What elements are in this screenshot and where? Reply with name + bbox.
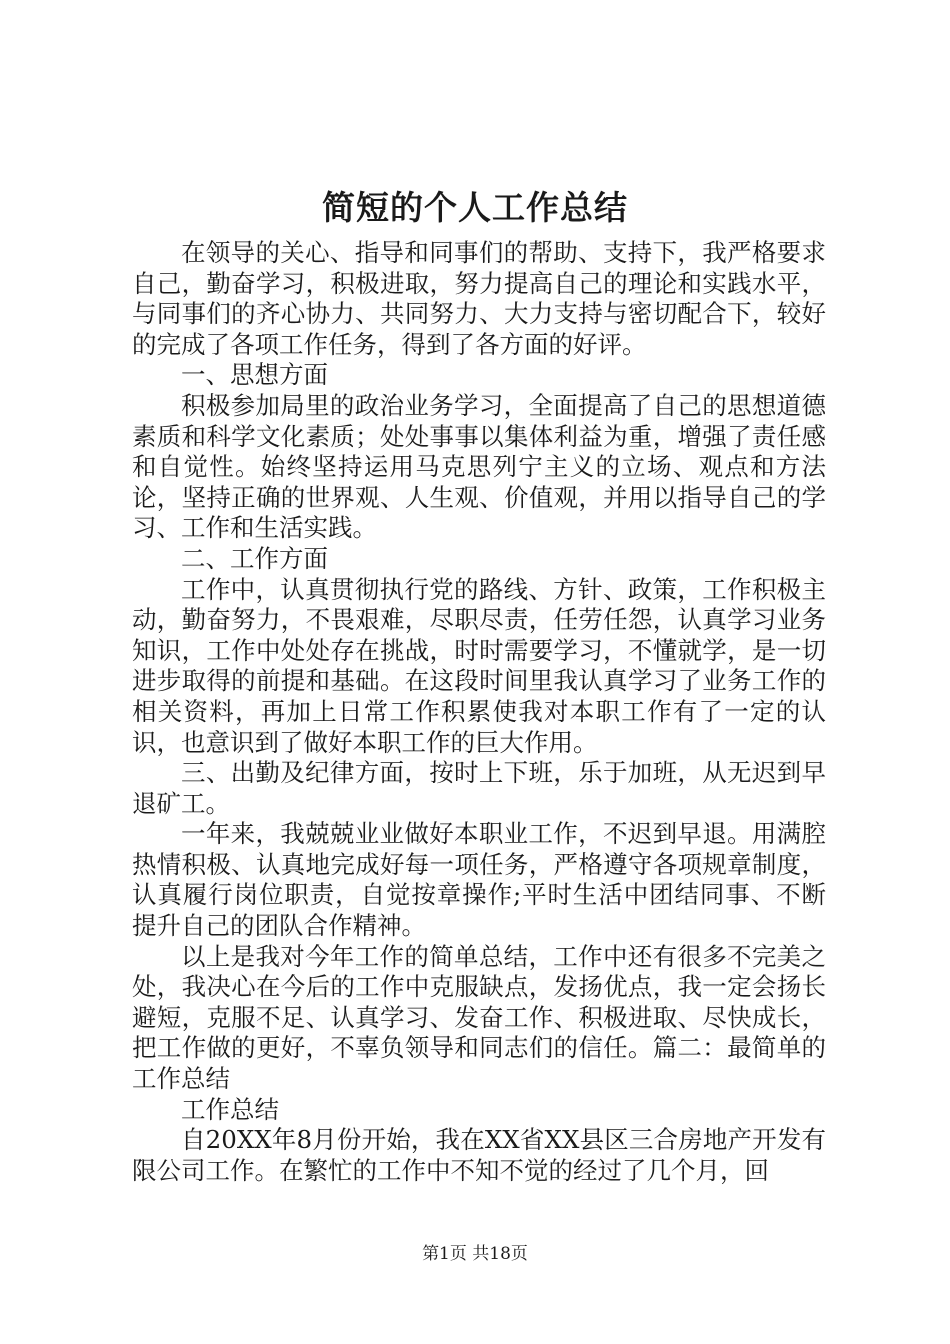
paragraph-thinking: 积极参加局里的政治业务学习，全面提高了自己的思想道德素质和科学文化素质；处处事事以集体利益为重，增强了责任感和自觉性。始终坚持运用马克思列宁主义的立场、观点和方法论，坚持正确的世界观、人生观、价值观，并用以指导自己的学习、工作和生活实践。 — [132, 390, 826, 543]
document-body — [132, 238, 826, 1186]
page-number: 第1页 共18页 — [422, 1244, 528, 1264]
paragraph-intro: 在领导的关心、指导和同事们的帮助、支持下，我严格要求自己，勤奋学习，积极进取，努力提高自己的理论和实践水平，与同事们的齐心协力、共同努力、大力支持与密切配合下，较好的完成了各项工作任务，得到了各方面的好评。 — [132, 238, 826, 359]
section-heading-thinking: 一、思想方面 — [181, 360, 328, 390]
paragraph-year-review: 一年来，我兢兢业业做好本职业工作，不迟到早退。用满腔热情积极、认真地完成好每一项任务，严格遵守各项规章制度，认真履行岗位职责，自觉按章操作;平时生活中团结同事、不断提升自己的团队合作精神。 — [132, 819, 826, 941]
document-title: 简短的个人工作总结 — [322, 188, 628, 227]
paragraph-conclusion: 以上是我对今年工作的简单总结，工作中还有很多不完美之处，我决心在今后的工作中克服缺点，发扬优点，我一定会扬长避短，克服不足、认真学习、发奋工作、积极进取、尽快成长，把工作做的更好，不辜负领导和同志们的信任。篇二：最简单的工作总结 — [132, 941, 826, 1094]
paragraph-company: 自20XX年8月份开始，我在XX省XX县区三合房地产开发有限公司工作。在繁忙的工作中不知不觉的经过了几个月，回 — [132, 1125, 826, 1185]
paragraph-attendance: 三、出勤及纪律方面，按时上下班，乐于加班，从无迟到早退矿工。 — [132, 758, 826, 818]
paragraph-work: 工作中，认真贯彻执行党的路线、方针、政策，工作积极主动，勤奋努力，不畏艰难，尽职尽责，任劳任怨，认真学习业务知识，工作中处处存在挑战，时时需要学习，不懂就学，是一切进步取得的前提和基础。在这段时间里我认真学习了业务工作的相关资料，再加上日常工作积累使我对本职工作有了一定的认识，也意识到了做好本职工作的巨大作用。 — [132, 574, 826, 757]
section-heading-summary: 工作总结 — [181, 1094, 279, 1124]
section-heading-work: 二、工作方面 — [181, 543, 328, 573]
